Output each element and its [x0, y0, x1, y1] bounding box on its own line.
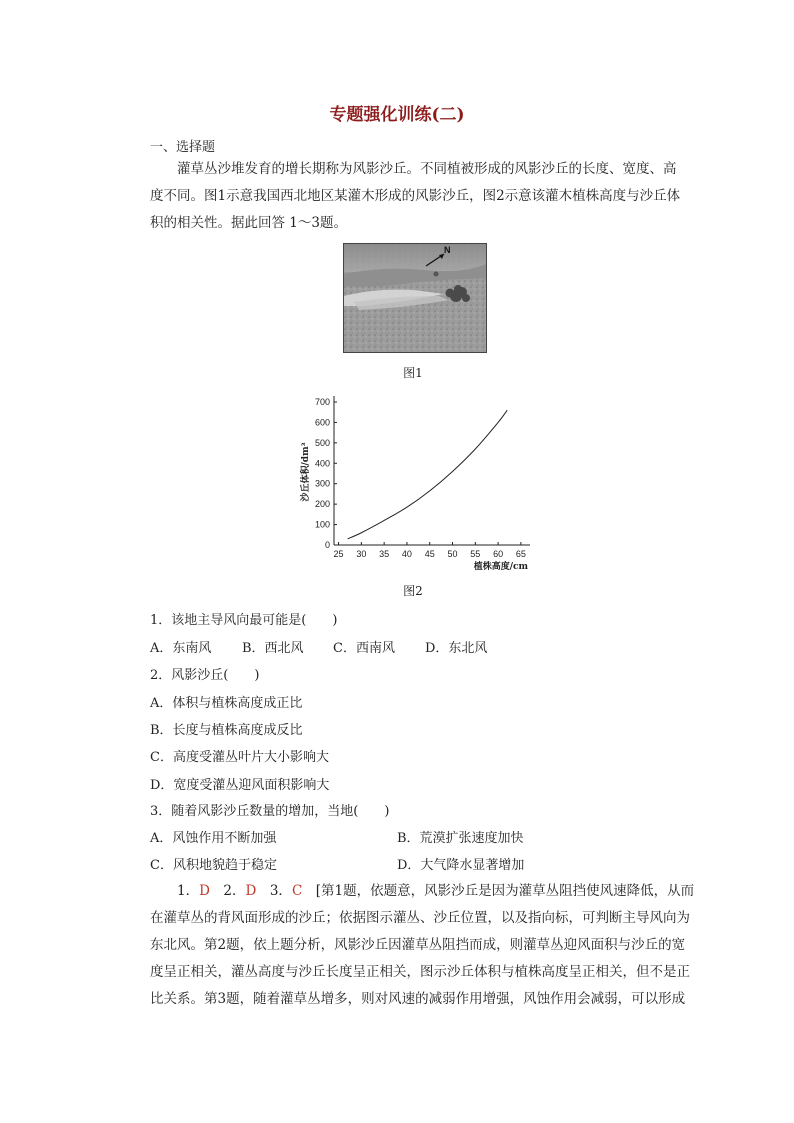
- question-1-option-d: D．东北风: [425, 641, 488, 656]
- answer-num-3: 3．: [269, 883, 292, 899]
- intro-paragraph: [150, 156, 681, 237]
- y-tick-label: 0: [324, 540, 330, 550]
- answer-explanation: [150, 878, 695, 1013]
- answer-key-1: D: [199, 883, 210, 899]
- x-tick-label: 40: [401, 549, 412, 559]
- question-2-stem: 2．风影沙丘( ): [150, 668, 260, 683]
- y-tick-label: 600: [314, 417, 330, 428]
- question-2-option-c: C．高度受灌丛叶片大小影响大: [150, 750, 329, 765]
- question-3-option-b: B．荒漠扩张速度加快: [397, 831, 524, 846]
- answer-text-1: [第1题，依题意，风影沙丘是因为灌草丛阻挡使风速降低，从而: [315, 883, 695, 899]
- question-3-option-c: C．风积地貌趋于稳定: [150, 858, 277, 873]
- answer-line-1: [150, 878, 695, 905]
- answer-num-2: 2．: [223, 883, 246, 899]
- y-tick-label: 700: [314, 397, 330, 407]
- north-label: N: [444, 245, 451, 255]
- answer-line: 在灌草丛的背风面形成的沙丘；依据图示灌丛、沙丘位置，以及指向标，可判断主导风向为: [150, 910, 690, 926]
- question-1-option-b: B．西北风: [242, 641, 304, 656]
- y-axis-label: 沙丘体积/dm³: [301, 442, 311, 502]
- figure2-caption: 图2: [403, 584, 423, 598]
- intro-line: 度不同。图1示意我国西北地区某灌木形成的风影沙丘，图2示意该灌木植株高度与沙丘体: [150, 188, 681, 204]
- intro-line: 灌草丛沙堆发育的增长期称为风影沙丘。不同植被形成的风影沙丘的长度、宽度、高: [177, 161, 677, 177]
- x-tick-label: 35: [379, 549, 390, 559]
- question-3-option-d: D．大气降水显著增加: [397, 858, 525, 873]
- y-tick-label: 500: [314, 437, 330, 448]
- x-tick-label: 60: [493, 549, 504, 559]
- question-2-option-a: A．体积与植株高度成正比: [150, 696, 303, 711]
- x-tick-label: 55: [470, 549, 481, 559]
- y-tick-label: 100: [314, 519, 330, 530]
- section-heading: 一、选择题: [150, 140, 216, 155]
- answer-line: 度呈正相关，灌丛高度与沙丘长度呈正相关，图示沙丘体积与植株高度呈正相关，但不是正: [150, 964, 690, 980]
- question-1-option-c: C．西南风: [333, 641, 395, 656]
- x-tick-label: 25: [333, 549, 344, 559]
- answer-num-1: 1．: [177, 883, 200, 899]
- x-tick-label: 50: [447, 549, 458, 559]
- y-tick-label: 200: [314, 499, 330, 510]
- question-1-stem: 1．该地主导风向最可能是( ): [150, 613, 338, 628]
- x-tick-label: 30: [356, 549, 367, 559]
- question-3-option-a: A．风蚀作用不断加强: [150, 831, 277, 846]
- question-2-option-b: B．长度与植株高度成反比: [150, 723, 303, 738]
- answer-key-2: D: [245, 883, 257, 899]
- answer-line: 比关系。第3题，随着灌草丛增多，则对风速的减弱作用增强，风蚀作用会减弱，可以形成: [150, 991, 686, 1007]
- y-tick-label: 400: [314, 458, 330, 469]
- answer-line: 东北风。第2题，依上题分析，风影沙丘因灌草丛阻挡而成，则灌草丛迎风面积与沙丘的宽: [150, 937, 686, 953]
- question-1-option-a: A．东南风: [150, 641, 212, 656]
- x-tick-label: 45: [424, 549, 435, 559]
- dune-photo: [343, 243, 487, 353]
- x-axis-label: 植株高度/cm: [473, 562, 528, 572]
- question-2-option-d: D．宽度受灌丛迎风面积影响大: [150, 778, 330, 793]
- question-3-stem: 3．随着风影沙丘数量的增加，当地( ): [150, 804, 390, 819]
- dune-volume-chart: [290, 390, 540, 575]
- answer-key-3: C: [291, 883, 303, 899]
- intro-line: 积的相关性。据此回答 1～3题。: [150, 215, 347, 231]
- series-line: [348, 410, 508, 539]
- x-tick-label: 65: [515, 549, 526, 559]
- figure1-caption: 图1: [403, 366, 423, 380]
- dune-photo-image: [344, 244, 486, 352]
- y-tick-label: 300: [314, 478, 330, 489]
- page-title: 专题强化训练(二): [329, 105, 465, 125]
